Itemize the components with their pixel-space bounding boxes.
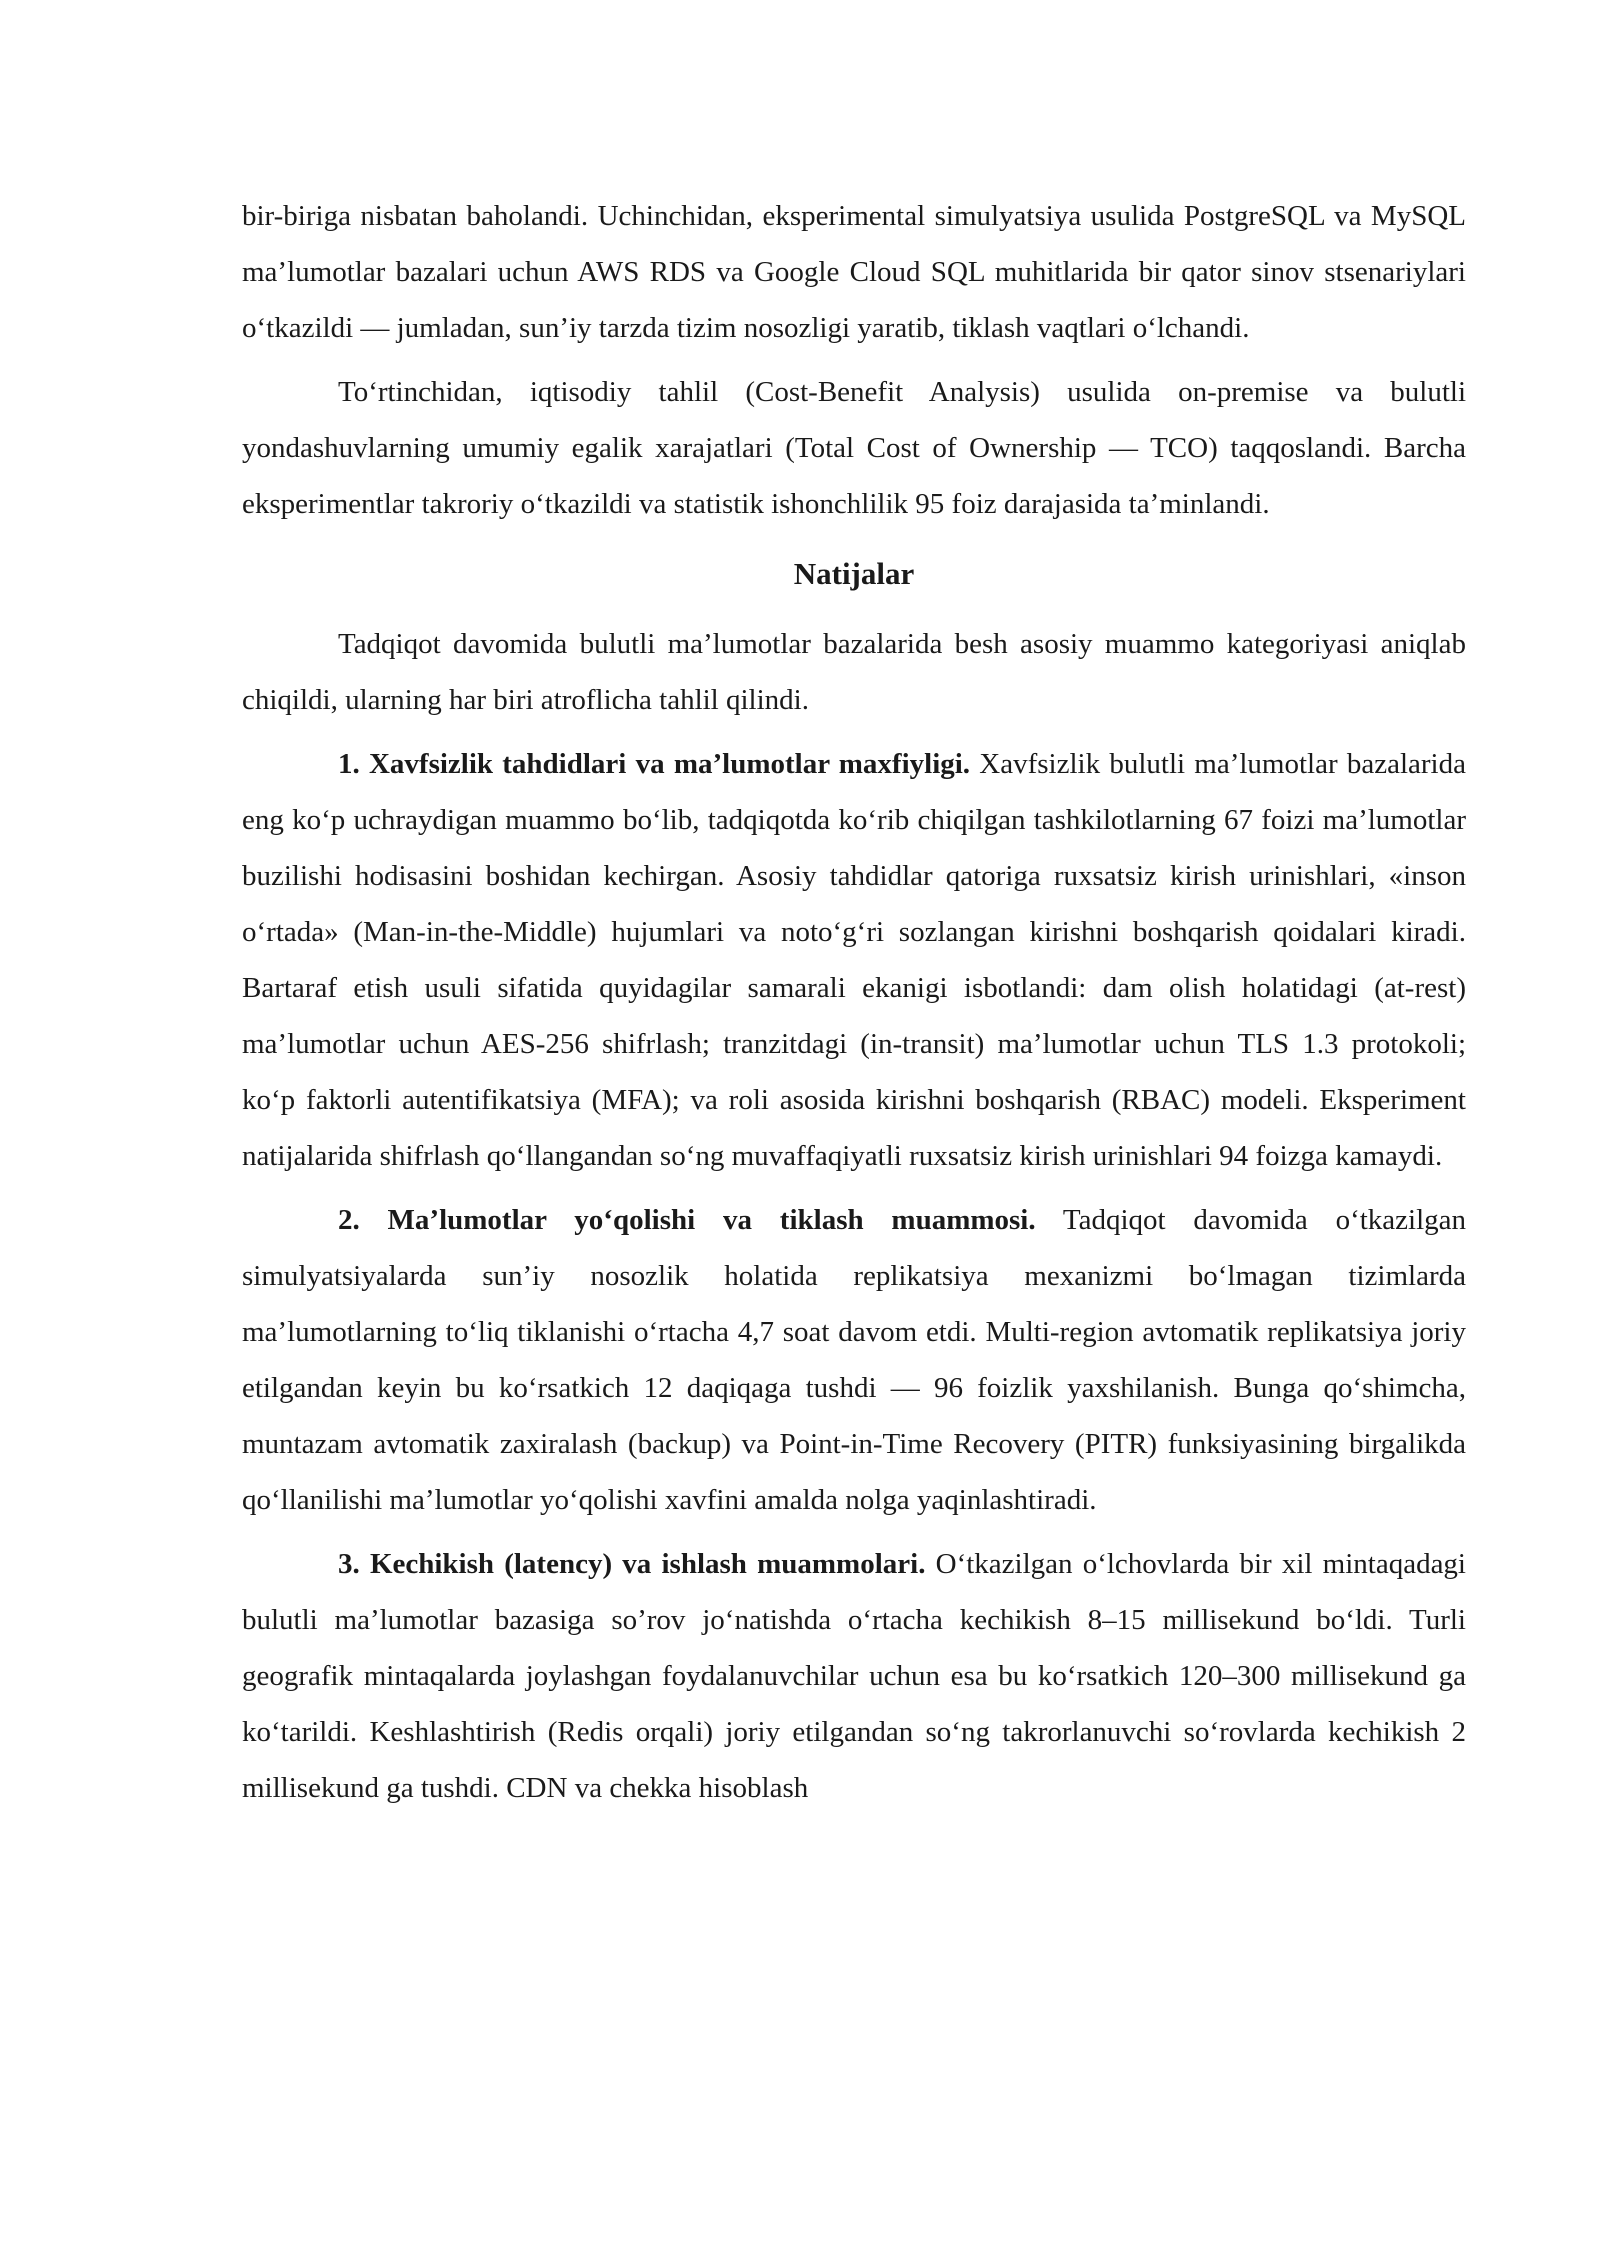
paragraph-latency-heading: 3. Kechikish (latency) va ishlash muammolari. [338,1548,926,1580]
paragraph-methods-continued: bir-biriga nisbatan baholandi. Uchinchidan, eksperimental simulyatsiya usulida PostgreSQL va MySQL ma’lumotlar bazalari uchun AWS RDS va Google Cloud SQL muhitlarida bir qator sinov stsenariylari o‘tkazildi — jumladan, sun’iy tarzda tizim nosozligi yaratib, tiklash vaqtlari o‘lchandi. [242,200,1466,344]
section-title-results: Natijalar [793,556,915,591]
paragraph-economic-analysis: To‘rtinchidan, iqtisodiy tahlil (Cost-Benefit Analysis) usulida on-premise va bulutli yondashuvlarning umumiy egalik xarajatlari (Total Cost of Ownership — TCO) taqqoslandi. Barcha eksperimentlar takroriy o‘tkazildi va statistik ishonchlilik 95 foiz darajasida ta’minlandi. [242,376,1466,520]
paragraph-data-loss [242,1192,1466,1528]
document-page [242,188,1466,1824]
paragraph-security-threats [242,736,1466,1184]
paragraph-latency [242,1536,1466,1816]
paragraph-security-threats-body: Xavfsizlik bulutli ma’lumotlar bazalarida eng ko‘p uchraydigan muammo bo‘lib, tadqiqotda ko‘rib chiqilgan tashkilotlarning 67 foizi ma’lumotlar buzilishi hodisasini boshidan kechirgan. Asosiy tahdidlar qatoriga ruxsatsiz kirish urinishlari, «inson o‘rtada» (Man-in-the-Middle) hujumlari va noto‘g‘ri sozlangan kirishni boshqarish qoidalari kiradi. Bartaraf etish usuli sifatida quyidagilar samarali ekanigi isbotlandi: dam olish holatidagi (at-rest) ma’lumotlar uchun AES-256 shifrlash; tranzitdagi (in-transit) ma’lumotlar uchun TLS 1.3 protokoli; ko‘p faktorli autentifikatsiya (MFA); va roli asosida kirishni boshqarish (RBAC) modeli. Eksperiment natijalarida shifrlash qo‘llangandan so‘ng muvaffaqiyatli ruxsatsiz kirish urinishlari 94 foizga kamaydi. [242,748,1466,1172]
paragraph-latency-body: O‘tkazilgan o‘lchovlarda bir xil mintaqadagi bulutli ma’lumotlar bazasiga so’rov jo‘natishda o‘rtacha kechikish 8–15 millisekund bo‘ldi. Turli geografik mintaqalarda joylashgan foydalanuvchilar uchun esa bu ko‘rsatkich 120–300 millisekund ga ko‘tarildi. Keshlashtirish (Redis orqali) joriy etilgandan so‘ng takrorlanuvchi so‘rovlarda kechikish 2 millisekund ga tushdi. CDN va chekka hisoblash [242,1548,1466,1804]
paragraph-data-loss-heading: 2. Ma’lumotlar yo‘qolishi va tiklash muammosi. [338,1204,1036,1236]
paragraph-data-loss-body: Tadqiqot davomida o‘tkazilgan simulyatsiyalarda sun’iy nosozlik holatida replikatsiya mexanizmi bo‘lmagan tizimlarda ma’lumotlarning to‘liq tiklanishi o‘rtacha 4,7 soat davom etdi. Multi-region avtomatik replikatsiya joriy etilgandan keyin bu ko‘rsatkich 12 daqiqaga tushdi — 96 foizlik yaxshilanish. Bunga qo‘shimcha, muntazam avtomatik zaxiralash (backup) va Point-in-Time Recovery (PITR) funksiyasining birgalikda qo‘llanilishi ma’lumotlar yo‘qolishi xavfini amalda nolga yaqinlashtiradi. [242,1204,1467,1516]
paragraph-results-intro: Tadqiqot davomida bulutli ma’lumotlar bazalarida besh asosiy muammo kategoriyasi aniqlab chiqildi, ularning har biri atroflicha tahlil qilindi. [242,628,1466,716]
paragraph-security-threats-heading: 1. Xavfsizlik tahdidlari va ma’lumotlar maxfiyligi. [338,748,971,780]
